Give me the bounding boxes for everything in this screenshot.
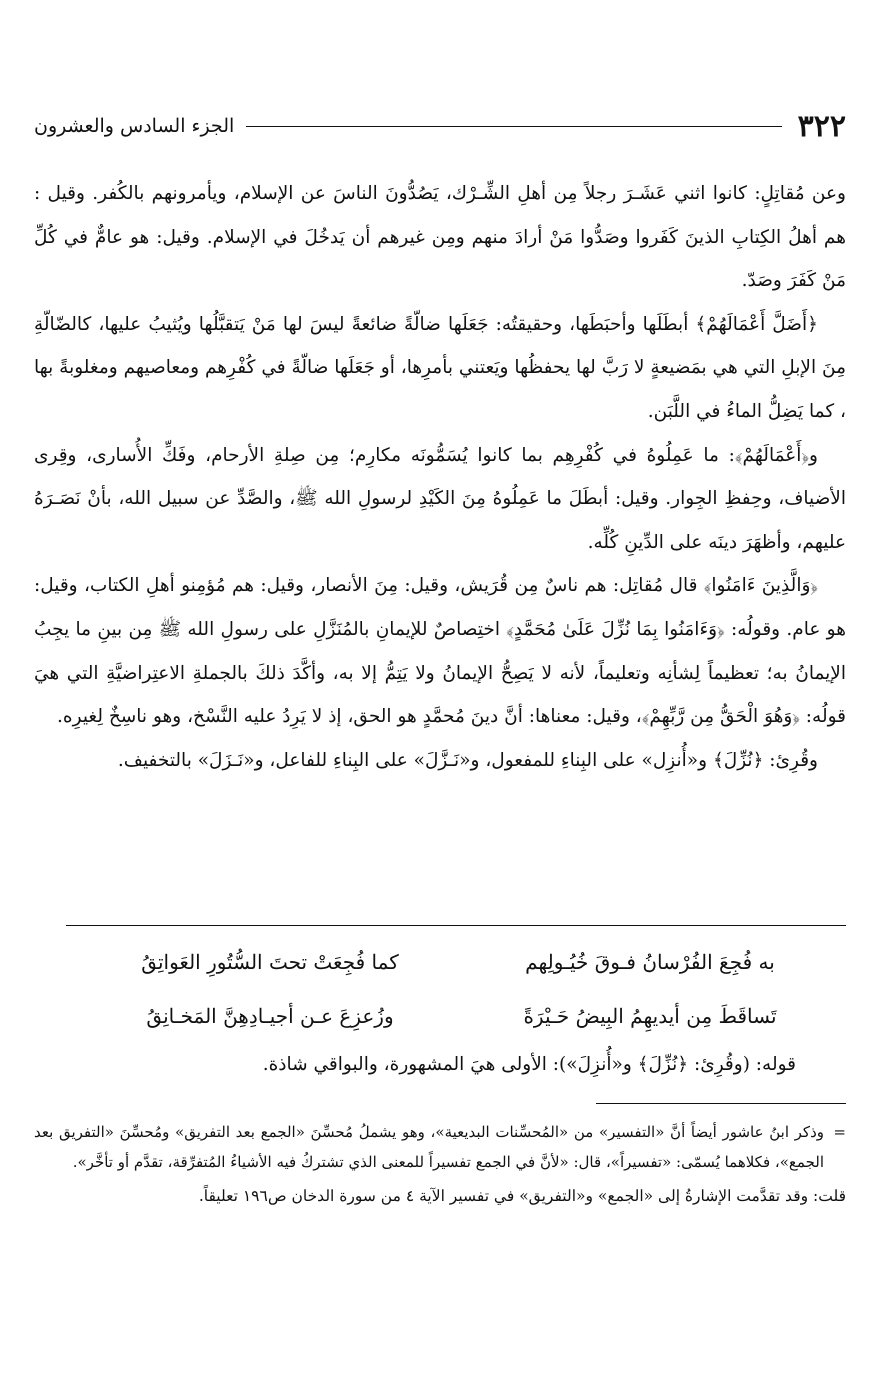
hemistich: به فُجِعَ الفُرْسانُ فـوقَ خُيُـولِهم	[525, 950, 775, 974]
paragraph: ﴿أَضَلَّ أَعْمَالَهُمْ﴾ أبطَلَها وأحبَطَها، وحقيقتُه: جَعَلَها ضالّةً ضائعةً ليسَ لها مَنْ يَتقبَّلُها ويُثيبُ عليها، كالضّالّةِ مِنَ الإبلِ التي هي بمَضيعةٍ لا رَبَّ لها يحفظُها ويَعتني بأمرِها، أو جَعَلَها ضالّةً في كُفْرِهم ومعاصيهم ومغلوبةً بها ، كما يَضِلُّ الماءُ في اللَّبَن.	[33, 313, 846, 422]
header-rule	[246, 126, 781, 127]
paragraph: و﴿أَعْمَالَهُمْ﴾: ما عَمِلُوهُ في كُفْرِهِم بما كانوا يُسَمُّونَه مكارِم؛ مِن صِلةِ الأرحام، وفَكِّ الأُسارى، وقِرى الأضياف، وحِفظِ الجِوار. وقيل: أبطَلَ ما عَمِلُوهُ مِنَ الكَيْدِ لرسولِ الله ﷺ، والصَّدِّ عن سبيل الله، بأنْ نَصَـرَهُ عليهم، وأظهَرَ دينَه على الدِّينِ كُلِّه.	[34, 444, 846, 553]
footnote-note: قلت: وقد تقدَّمت الإشارةُ إلى «الجمع» و«التفريق» في تفسير الآية ٤ من سورة الدخان ص١٩٦ تعليقاً.	[198, 1187, 846, 1205]
hemistich: كما فُجِعَتْ تحتَ السُّتُورِ العَواتِقُ	[141, 950, 399, 974]
footnote-rule	[596, 1103, 846, 1104]
paragraph: وعن مُقاتِلٍ: كانوا اثني عَشَـرَ رجلاً مِن أهلِ الشِّـرْك، يَصُدُّونَ الناسَ عن الإسلام، ويأمرونهم بالكُفر. وقيل : هم أهلُ الكِتابِ الذينَ كَفَروا وصَدُّوا مَنْ أرادَ منهم ومِن غيرهم أن يَدخُلَ في الإسلام. وقيل: هو عامٌّ في كُلِّ مَنْ كَفَرَ وصَدّ.	[34, 183, 846, 292]
main-text	[34, 172, 846, 782]
paragraph: وقُرِئ: ﴿نُزِّلَ﴾ و«أُنزِل» على البِناءِ للمفعول، و«نَـزَّلَ» على البِناءِ للفاعل، و«نَـزَلَ» بالتخفيف.	[117, 749, 818, 771]
poem-verse	[110, 935, 810, 989]
separator-rule	[66, 925, 846, 926]
footnote-text: وذكر ابنُ عاشور أيضاً أنَّ «التفسير» من «المُحسِّنات البديعية»، وهو يشملُ مُحسِّنَ «الجمع بعد التفريق» ومُحسِّنَ «التفريق بعد الجمع»، فكلاهما يُسمّى: «تفسيراً»، قال: «لأنَّ في الجمع تفسيراً للمعنى الذي تشتركُ فيه الأشياءُ المُتفرِّقة، تقدَّم أو تأخَّر».	[34, 1123, 824, 1171]
page-header	[34, 104, 846, 148]
footnote-continuation	[34, 1117, 846, 1177]
poem	[110, 935, 810, 1043]
hemistich: تَساقَطَ مِن أيديهِمُ البِيضُ حَـيْرَةً	[523, 1004, 777, 1028]
running-title: الجزء السادس والعشرون	[34, 115, 235, 137]
page-number: ٣٢٢	[797, 108, 846, 144]
hemistich: وزُعزِعَ عـن أجيـادِهِنَّ المَخـانِقُ	[146, 1004, 394, 1028]
paragraph: ﴿وَالَّذِينَ ءَامَنُوا﴾ قال مُقاتِل: هم ناسٌ مِن قُرَيش، وقيل: مِنَ الأنصار، وقيل: هم مُؤمِنو أهلِ الكتاب، وقيل: هو عام. وقولُه: ﴿وَءَامَنُوا بِمَا نُزِّلَ عَلَىٰ مُحَمَّدٍ﴾ اختِصاصٌ للإيمانِ بالمُنَزَّلِ على رسولِ الله ﷺ مِن بينِ ما يجِبُ الإيمانُ به؛ تعظيماً لِشأنِه وتعليماً، لأنه لا يَصِحُّ الإيمانُ ولا يَتِمُّ إلا به، وأكَّدَ ذلكَ بالجملةِ الاعتِراضيَّةِ التي هيَ قولُه: ﴿وَهُوَ الْحَقُّ مِن رَّبِّهِمْ﴾، وقيل: معناها: أنَّ دينَ مُحمَّدٍ هو الحق، إذ لا يَرِدُ عليه النَّسْخ، وهو ناسِخٌ لِغيرِه.	[34, 575, 846, 728]
footnotes	[34, 1117, 846, 1211]
poem-verse	[110, 989, 810, 1043]
commentary: قوله: (وقُرِئ: ﴿نُزِّلَ﴾ و«أُنزِلَ»): الأولى هيَ المشهورة، والبواقي شاذة.	[262, 1054, 796, 1075]
continuation-mark: =	[833, 1123, 846, 1141]
